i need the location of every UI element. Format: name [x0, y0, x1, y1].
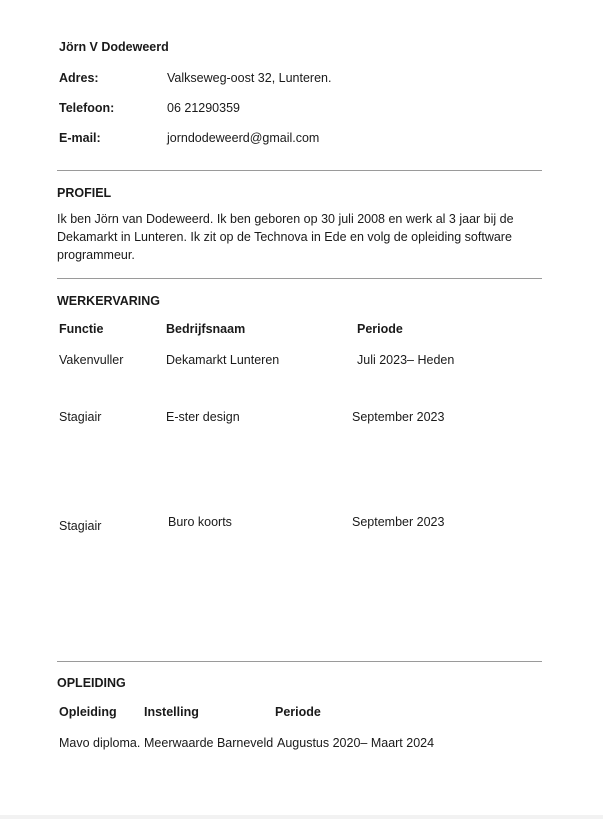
email-label: E-mail:	[59, 131, 101, 145]
divider	[57, 661, 542, 662]
education-period: Augustus 2020– Maart 2024	[277, 736, 435, 750]
profile-text: Ik ben Jörn van Dodeweerd. Ik ben geboren op 30 juli 2008 en werk al 3 jaar bij de Dekamarkt in Lunteren. Ik zit op de Technova in Ede en volg de opleiding software programmeur.	[57, 212, 514, 262]
profile-heading: PROFIEL	[57, 186, 112, 200]
email-value: jorndodeweerd@gmail.com	[167, 131, 320, 145]
address-value: Valkseweg-oost 32, Lunteren.	[167, 71, 332, 85]
experience-period: September 2023	[352, 515, 445, 529]
column-header-function: Functie	[59, 322, 104, 336]
phone-label: Telefoon:	[59, 101, 115, 115]
experience-period: September 2023	[352, 410, 445, 424]
divider	[57, 170, 542, 171]
divider	[57, 278, 542, 279]
column-header-period: Periode	[357, 322, 403, 336]
experience-function: Stagiair	[59, 410, 102, 424]
experience-company: E-ster design	[166, 410, 240, 424]
column-header-company: Bedrijfsnaam	[166, 322, 246, 336]
education-name: Mavo diploma.	[59, 736, 141, 750]
experience-heading: WERKERVARING	[57, 294, 161, 308]
page-bottom-edge	[0, 815, 603, 819]
column-header-institution: Instelling	[144, 705, 199, 719]
experience-company: Dekamarkt Lunteren	[166, 353, 280, 367]
education-institution: Meerwaarde Barneveld	[144, 736, 274, 750]
column-header-education: Opleiding	[59, 705, 117, 719]
address-label: Adres:	[59, 71, 99, 85]
person-name: Jörn V Dodeweerd	[59, 40, 169, 54]
experience-company: Buro koorts	[168, 515, 232, 529]
column-header-period: Periode	[275, 705, 321, 719]
experience-period: Juli 2023– Heden	[357, 353, 455, 367]
education-heading: OPLEIDING	[57, 676, 126, 690]
experience-function: Stagiair	[59, 519, 102, 533]
phone-value: 06 21290359	[167, 101, 240, 115]
experience-function: Vakenvuller	[59, 353, 124, 367]
